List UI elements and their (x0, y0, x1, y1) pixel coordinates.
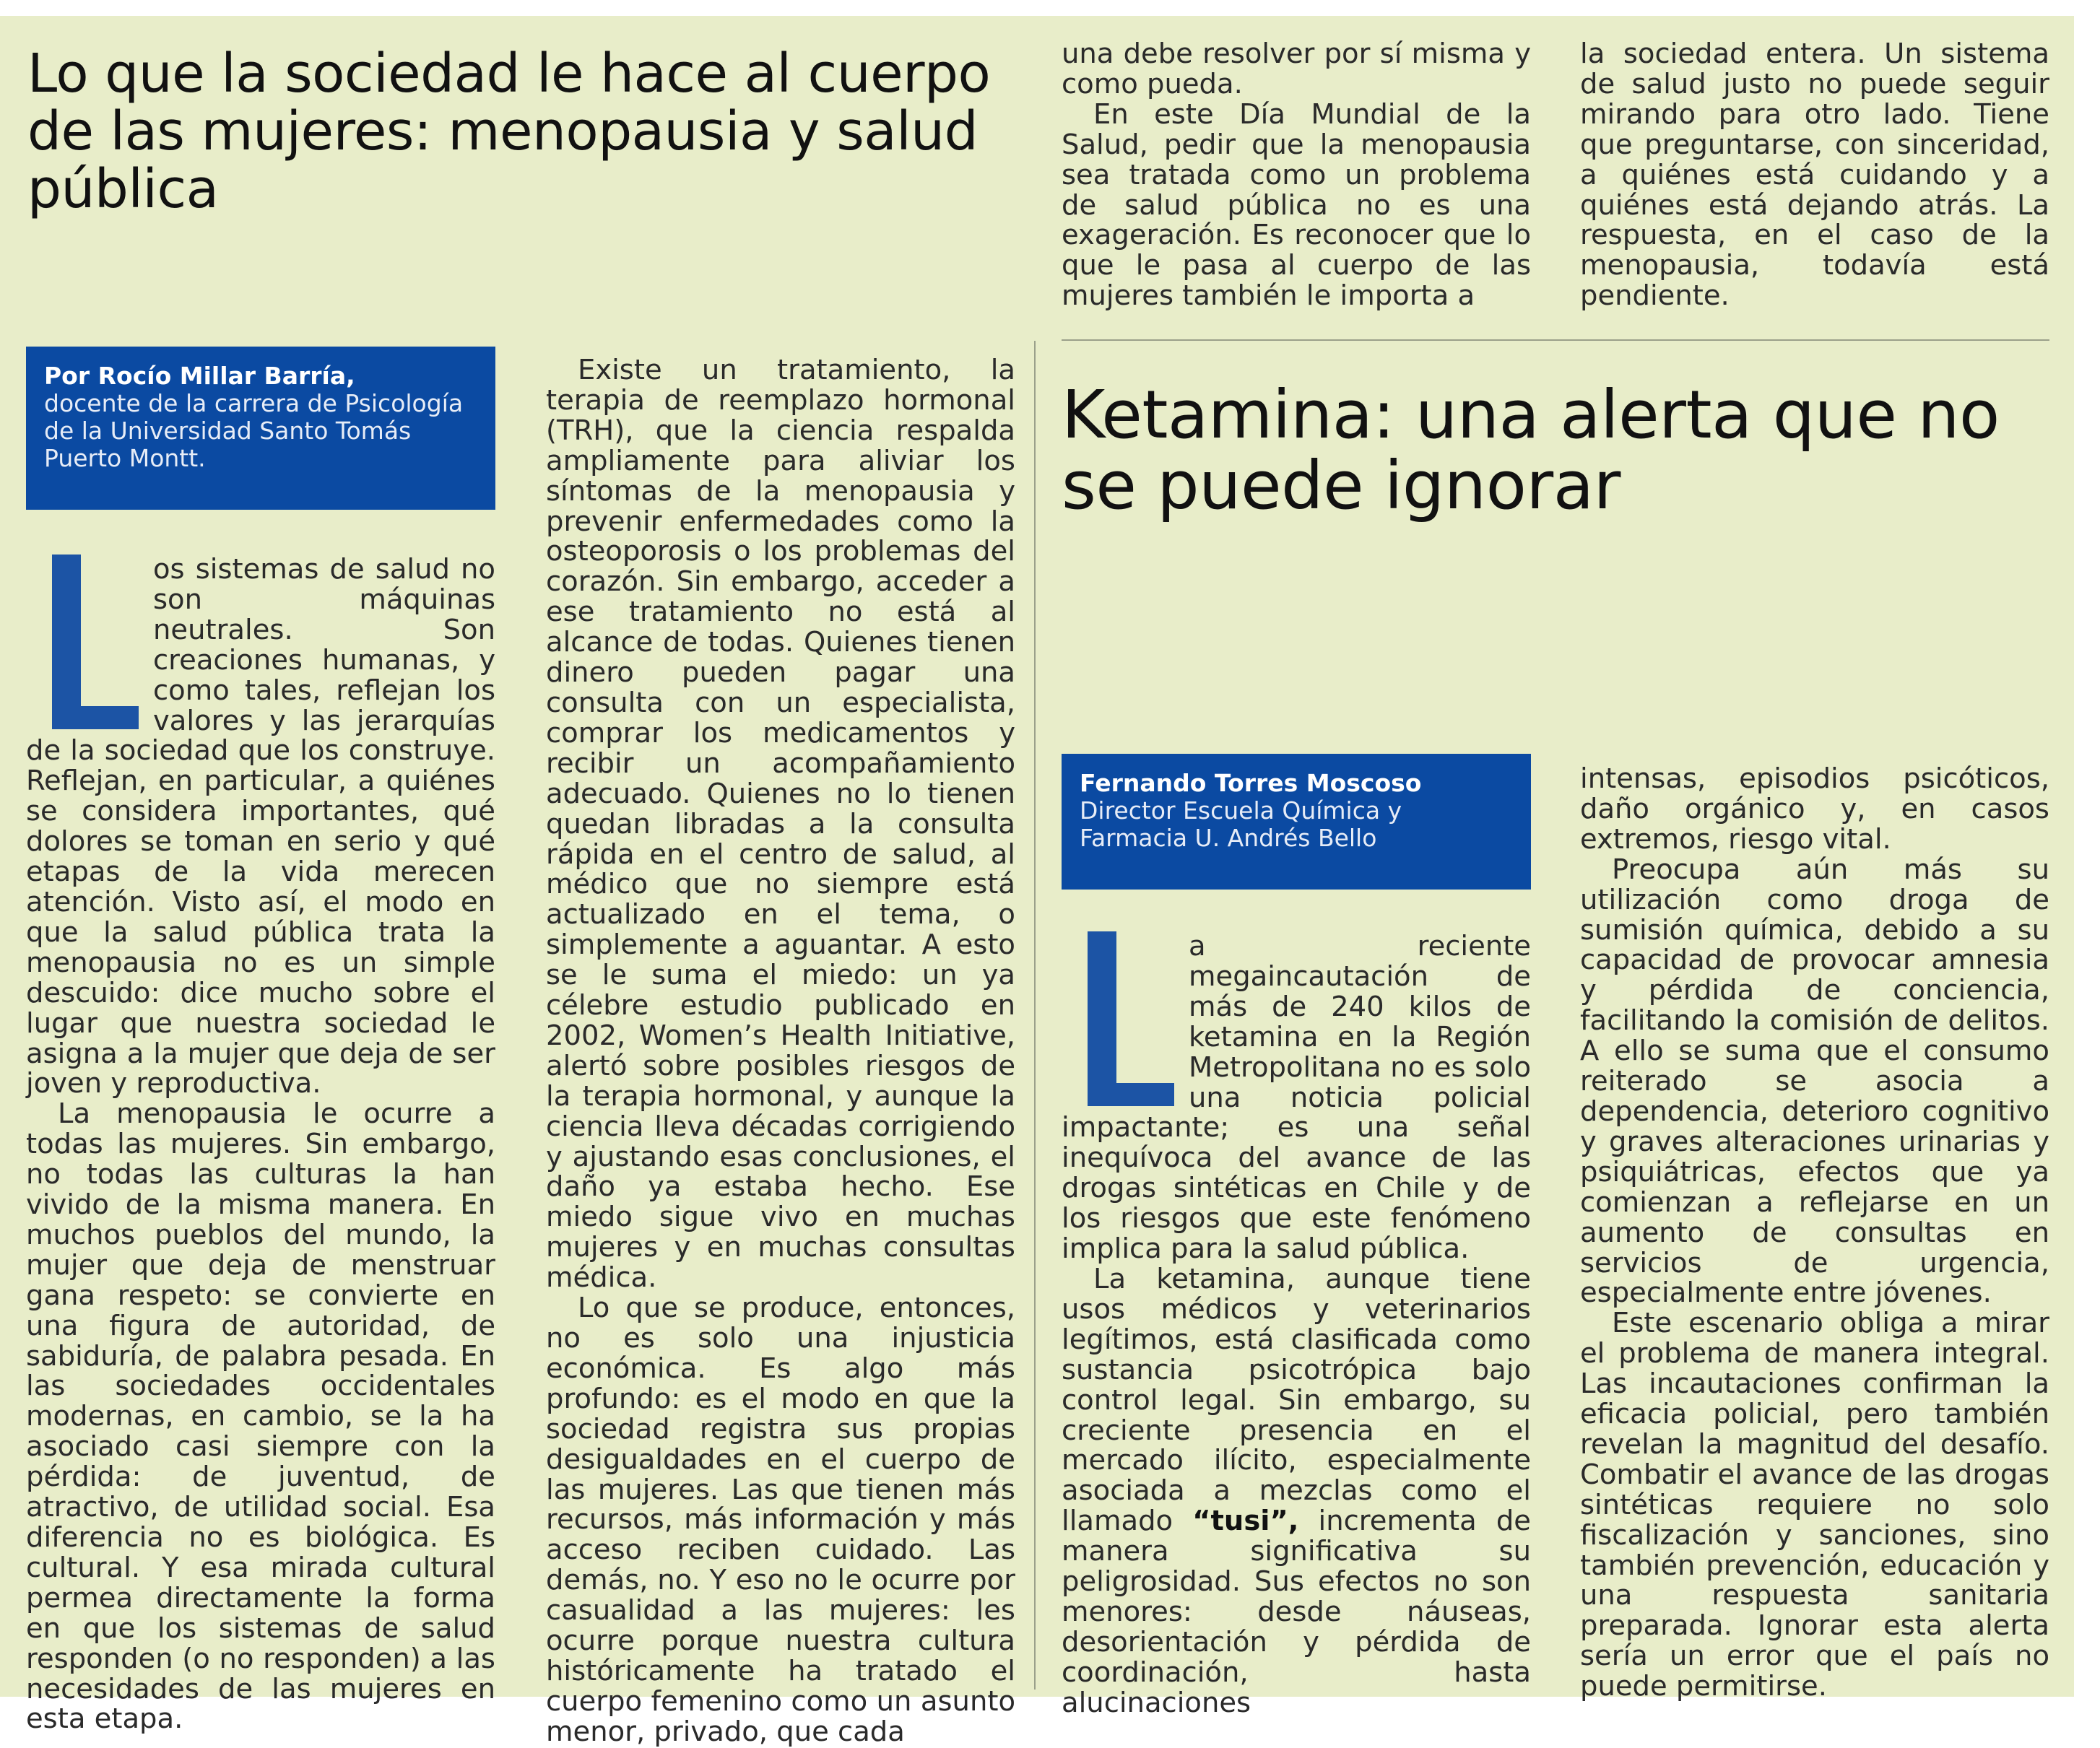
article2-column-2 (1580, 764, 2049, 1702)
article1-title: Lo que la sociedad le hace al cuerpo de las mujeres: menopausia y salud pública (27, 43, 991, 220)
article1-author-name: Por Rocío Millar Barría, (44, 362, 355, 390)
article2-col1-paragraph: a reciente megaincautación de más de 240 kilos de ketamina en la Región Metropolitana no es solo una noticia policial impactante; es una señal inequívoca del avance de las drogas sintéticas en Chile y de los riesgos que este fenómeno implica para la salud pública. (1062, 930, 1531, 1266)
article1-col3-paragraph: En este Día Mundial de la Salud, pedir que la menopausia sea tratada como un problema de salud pública no es una exageración. Es reconocer que lo que le pasa al cuerpo de las mujeres también le importa a (1062, 97, 1531, 313)
article2-text-run: incrementa de manera significativa su peligrosidad. Sus efectos no son menores: desde náuseas, desorientación y pérdida de coordinación, hasta alucinaciones (1062, 1505, 1531, 1719)
article1-column-4 (1580, 39, 2049, 311)
article1-col1-paragraph: La menopausia le ocurre a todas las mujeres. Sin embargo, no todas las culturas la han vivido de la misma manera. En muchos pueblos del mundo, la mujer que deja de menstruar gana respeto: se convierte en una figura de autoridad, de sabiduría, de palabra pesada. En las sociedades occidentales modernas, en cambio, se la ha asociado casi siempre con la pérdida: de juventud, de atractivo, de utilidad social. Esa diferencia no es biológica. Es cultural. Y esa mirada cultural permea directamente la forma en que los sistemas de salud responden (o no responden) a las necesidades de las mujeres en esta etapa. (26, 1097, 495, 1736)
article2-author-name: Fernando Torres Moscoso (1080, 769, 1422, 797)
article2-col2-paragraph: intensas, episodios psicóticos, daño orgánico y, en casos extremos, riesgo vital. (1580, 762, 2049, 856)
article2-author-role: Director Escuela Química y Farmacia U. Andrés Bello (1080, 796, 1402, 852)
article1-column-3 (1062, 39, 1531, 311)
article2-dropcap (1062, 931, 1177, 1106)
article-separator (1062, 339, 2049, 341)
newspaper-page (0, 16, 2074, 1748)
article1-byline-box (26, 347, 495, 510)
article2-byline-box (1062, 754, 1531, 890)
article2-bold-term: “tusi”, (1192, 1505, 1299, 1538)
article2-column-1 (1062, 931, 1531, 1718)
article1-column-1 (26, 555, 495, 1734)
article2-col1-paragraph-2 (1062, 1264, 1531, 1718)
article1-col4-paragraph: la sociedad entera. Un sistema de salud justo no puede seguir mirando para otro lado. Tiene que preguntarse, con sinceridad, a quiénes está cuidando y a quiénes está dejando atrás. La respuesta, en el caso de la menopausia, todavía está pendiente. (1580, 38, 2049, 313)
article2-title: Ketamina: una alerta que no se puede ignorar (1062, 376, 2000, 524)
article2-text-run: La ketamina, aunque tiene usos médicos y veterinarios legítimos, está clasificada como sustancia psicotrópica bajo control legal. Sin embargo, su creciente presencia en el mercado ilícito, especialmente asociada a mezclas como el llamado (1062, 1262, 1531, 1538)
article1-col3-paragraph: una debe resolver por sí misma y como pueda. (1062, 38, 1531, 100)
article1-dropcap (26, 555, 142, 729)
article1-col2-paragraph: Lo que se produce, entonces, no es solo una injusticia económica. Es algo más profundo: es el modo en que la sociedad registra sus propias desigualdades en el cuerpo de las mujeres. Las que tienen más recursos, más información y más acceso reciben cuidado. Las demás, no. Y eso no le ocurre por casualidad a las mujeres: les ocurre porque nuestra cultura históricamente ha tratado el cuerpo femenino como un asunto menor, privado, que cada (546, 1292, 1015, 1748)
article2-col2-paragraph: Este escenario obliga a mirar el problema de manera integral. Las incautaciones confirman la eficacia policial, pero también revelan la magnitud del desafío. Combatir el avance de las drogas sintéticas requiere no solo fiscalización y sanciones, sino también prevención, educación y una respuesta sanitaria preparada. Ignorar esta alerta sería un error que el país no puede permitirse. (1580, 1307, 2049, 1703)
column-divider (1034, 341, 1036, 1690)
article1-column-2 (546, 355, 1015, 1747)
article1-author-role: docente de la carrera de Psicología de la Universidad Santo Tomás Puerto Montt. (44, 389, 464, 472)
article1-col2-paragraph: Existe un tratamiento, la terapia de reemplazo hormonal (TRH), que la ciencia respalda ampliamente para aliviar los síntomas de la menopausia y prevenir enfermedades como la osteoporosis o los problemas del corazón. Sin embargo, acceder a ese tratamiento no está al alcance de todas. Quienes tienen dinero pueden pagar una consulta con un especialista, comprar los medicamentos y recibir un acompañamiento adecuado. Quienes no lo tienen quedan libradas a la consulta rápida en el centro de salud, al médico que no siempre está actualizado en el tema, o simplemente a aguantar. A esto se le suma el miedo: un ya célebre estudio publicado en 2002, Women’s Health Initiative, alertó sobre posibles riesgos de la terapia hormonal, y aunque la ciencia lleva décadas corrigiendo y ajustando esas conclusiones, el daño ya estaba hecho. Ese miedo sigue vivo en muchas mujeres y en muchas consultas médica. (546, 354, 1015, 1295)
article2-col2-paragraph: Preocupa aún más su utilización como droga de sumisión química, debido a su capacidad de provocar amnesia y pérdida de conciencia, facilitando la comisión de delitos. A ello se suma que el consumo reiterado se asocia a dependencia, deterioro cognitivo y graves alteraciones urinarias y psiquiátricas, efectos que ya comienzan a reflejarse en un aumento de consultas en servicios de urgencia, especialmente entre jóvenes. (1580, 853, 2049, 1310)
article1-col1-paragraph: os sistemas de salud no son máquinas neutrales. Son creaciones humanas, y como tales, reflejan los valores y las jerarquías de la sociedad que los construye. Reflejan, en particular, a quiénes se considera importantes, qué dolores se toman en serio y qué etapas de la vida merecen atención. Visto así, el modo en que la salud pública trata la menopausia no es un simple descuido: dice mucho sobre el lugar que nuestra sociedad le asigna a la mujer que deja de ser joven y reproductiva. (26, 553, 495, 1100)
